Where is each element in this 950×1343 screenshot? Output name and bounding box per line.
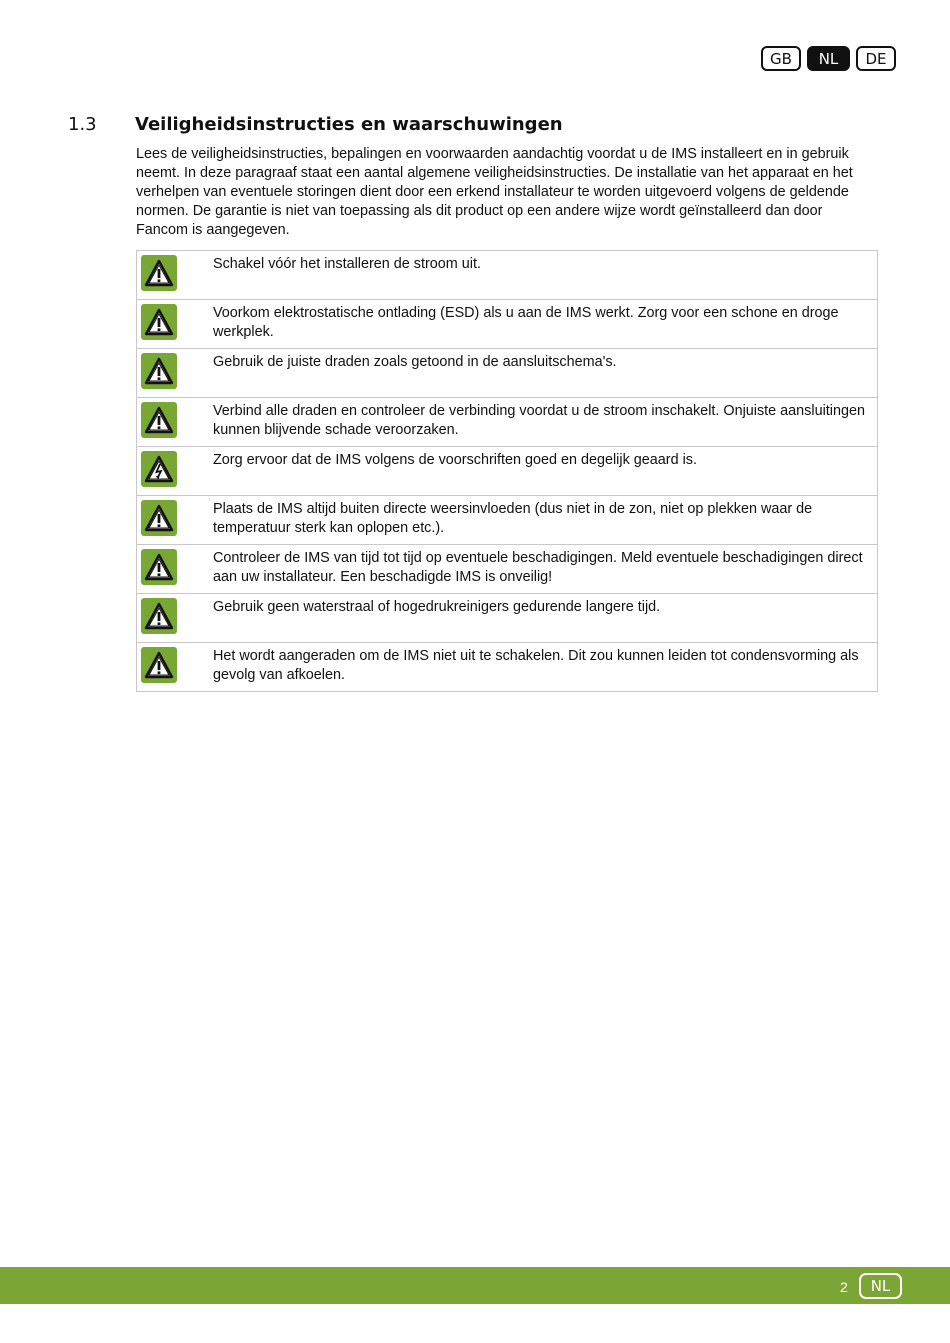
warning-icon-cell xyxy=(137,643,214,692)
warning-icon-cell xyxy=(137,251,214,300)
warning-row xyxy=(137,594,878,643)
warning-row xyxy=(137,545,878,594)
warning-text: Gebruik geen waterstraal of hogedrukreinigers gedurende langere tijd. xyxy=(213,594,878,643)
warning-icon xyxy=(141,598,177,634)
warning-icon-cell xyxy=(137,349,214,398)
warning-row xyxy=(137,447,878,496)
section-title: Veiligheidsinstructies en waarschuwingen xyxy=(135,114,563,135)
warning-row xyxy=(137,251,878,300)
warning-row xyxy=(137,398,878,447)
electrical-hazard-icon xyxy=(141,451,177,487)
warning-icon xyxy=(141,353,177,389)
language-tab-gb[interactable]: GB xyxy=(761,46,801,71)
warning-text: Controleer de IMS van tijd tot tijd op eventuele beschadigingen. Meld eventuele beschadigingen direct aan uw installateur. Een beschadigde IMS is onveilig! xyxy=(213,545,878,594)
warning-icon xyxy=(141,402,177,438)
warning-icon xyxy=(141,500,177,536)
warning-icon-cell xyxy=(137,496,214,545)
footer-language-badge: NL xyxy=(859,1273,902,1299)
language-tabs xyxy=(761,46,896,71)
warning-text: Schakel vóór het installeren de stroom uit. xyxy=(213,251,878,300)
warning-icon-cell xyxy=(137,447,214,496)
page-number: 2 xyxy=(840,1279,848,1295)
warning-row xyxy=(137,300,878,349)
language-tab-de[interactable]: DE xyxy=(856,46,896,71)
warning-icon-cell xyxy=(137,300,214,349)
language-tab-nl[interactable]: NL xyxy=(807,46,850,71)
warning-icon-cell xyxy=(137,594,214,643)
section-intro: Lees de veiligheidsinstructies, bepalingen en voorwaarden aandachtig voordat u de IMS installeert en in gebruik neemt. In deze paragraaf staat een aantal algemene veiligheidsinstructies. De installatie van het apparaat en het verhelpen van eventuele storingen dient door een erkend installateur te worden uitgevoerd volgens de geldende normen. De garantie is niet van toepassing als dit product op een andere wijze wordt geïnstalleerd dan door Fancom is aangegeven. xyxy=(136,146,853,238)
warning-icon-cell xyxy=(137,398,214,447)
warning-text: Plaats de IMS altijd buiten directe weersinvloeden (dus niet in de zon, niet op plekken waar de temperatuur sterk kan oplopen etc.). xyxy=(213,496,878,545)
warning-text: Verbind alle draden en controleer de verbinding voordat u de stroom inschakelt. Onjuiste aansluitingen kunnen blijvende schade veroorzaken. xyxy=(213,398,878,447)
warning-icon xyxy=(141,255,177,291)
warning-row xyxy=(137,349,878,398)
warning-text: Gebruik de juiste draden zoals getoond in de aansluitschema's. xyxy=(213,349,878,398)
footer-bar xyxy=(0,1267,950,1304)
warning-icon xyxy=(141,304,177,340)
safety-warnings-table xyxy=(136,250,878,692)
warning-text: Voorkom elektrostatische ontlading (ESD) als u aan de IMS werkt. Zorg voor een schone en droge werkplek. xyxy=(213,300,878,349)
warning-icon xyxy=(141,549,177,585)
warning-row xyxy=(137,643,878,692)
warning-row xyxy=(137,496,878,545)
warning-icon-cell xyxy=(137,545,214,594)
section-number: 1.3 xyxy=(68,114,97,135)
warning-text: Het wordt aangeraden om de IMS niet uit te schakelen. Dit zou kunnen leiden tot condensvorming als gevolg van afkoelen. xyxy=(213,643,878,692)
warning-icon xyxy=(141,647,177,683)
warning-text: Zorg ervoor dat de IMS volgens de voorschriften goed en degelijk geaard is. xyxy=(213,447,878,496)
